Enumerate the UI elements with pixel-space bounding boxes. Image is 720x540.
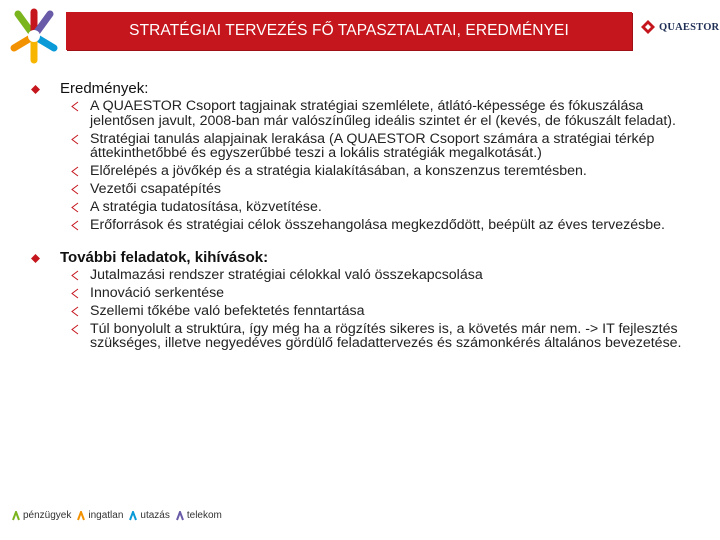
footer-item-label: telekom [186, 510, 222, 521]
footer-item [176, 510, 222, 521]
brand-logo [640, 18, 719, 36]
chevron-bullet-icon [70, 184, 80, 195]
list-item-text: Jutalmazási rendszer stratégiai célokkal való összekapcsolása [90, 266, 483, 283]
footer-item-label: utazás [140, 510, 170, 521]
list-item-text: A stratégia tudatosítása, közvetítése. [90, 199, 322, 216]
list-item [60, 164, 688, 179]
diamond-bullet-icon [31, 85, 40, 94]
list-item [60, 268, 688, 283]
section-results [28, 80, 688, 233]
real-estate-icon [77, 511, 85, 521]
content [28, 80, 688, 354]
list-item-text: A QUAESTOR Csoport tagjainak stratégiai szemlélete, átlátó-képessége és fókuszálása jelentősen javult, 2008-ban már valószínűleg ideális szintet ér el (kevés, de fókuszált feladat). [90, 98, 676, 129]
list-item [60, 218, 688, 233]
chevron-bullet-icon [70, 166, 80, 177]
section-heading: További feladatok, kihívások: [60, 248, 269, 266]
chevron-bullet-icon [70, 288, 80, 299]
section-list [60, 268, 688, 351]
chevron-bullet-icon [70, 306, 80, 317]
chevron-bullet-icon [70, 134, 80, 145]
footer-item-label: pénzügyek [23, 510, 72, 521]
chevron-bullet-icon [70, 324, 80, 335]
brand-name: QUAESTOR [659, 21, 720, 33]
chevron-bullet-icon [70, 270, 80, 281]
list-item-text: Túl bonyolult a struktúra, így még ha a rögzítés sikeres is, a követés már nem. -> IT fejlesztés szükséges, illetve negyedéves gördülő feladattervezés és számonkérés általános bevezetése. [90, 320, 682, 352]
list-item-text: Szellemi tőkébe való befektetés fenntartása [90, 302, 365, 319]
list-item [60, 182, 688, 197]
footer-item [129, 510, 169, 521]
finance-icon [12, 511, 20, 521]
list-item-text: Stratégiai tanulás alapjainak lerakása (A QUAESTOR Csoport számára a stratégiai térkép áttekinthetőbbé és egyszerűbbé teszi a lokális stratégiák megalkotását.) [90, 130, 655, 162]
telecom-icon [176, 511, 184, 521]
list-item [60, 132, 688, 161]
footer-item [77, 510, 123, 521]
chevron-bullet-icon [70, 220, 80, 231]
footer-item-label: ingatlan [88, 510, 124, 521]
section-heading: Eredmények: [60, 80, 149, 97]
chevron-bullet-icon [70, 202, 80, 213]
list-item [60, 304, 688, 319]
page-title: STRATÉGIAI TERVEZÉS FŐ TAPASZTALATAI, EREDMÉNYEI [129, 22, 569, 39]
list-item-text: Innováció serkentése [90, 284, 225, 301]
list-item-text: Vezetői csapatépítés [90, 181, 221, 198]
diamond-bullet-icon [31, 254, 40, 263]
list-item [60, 200, 688, 215]
title-bar [66, 12, 632, 50]
footer-services [12, 510, 224, 521]
list-item [60, 99, 688, 128]
chevron-bullet-icon [70, 101, 80, 112]
travel-icon [129, 511, 137, 521]
section-tasks [28, 249, 688, 351]
section-list [60, 99, 688, 233]
list-item-text: Előrelépés a jövőkép és a stratégia kialakításában, a konszenzus teremtésben. [90, 163, 587, 180]
list-item [60, 322, 688, 351]
list-item [60, 286, 688, 301]
brand-mark-icon [640, 19, 656, 35]
starburst-logo-icon [6, 8, 62, 64]
footer-item [12, 510, 71, 521]
list-item-text: Erőforrások és stratégiai célok összehangolása megkezdődött, beépült az éves tervezésbe. [90, 217, 665, 234]
